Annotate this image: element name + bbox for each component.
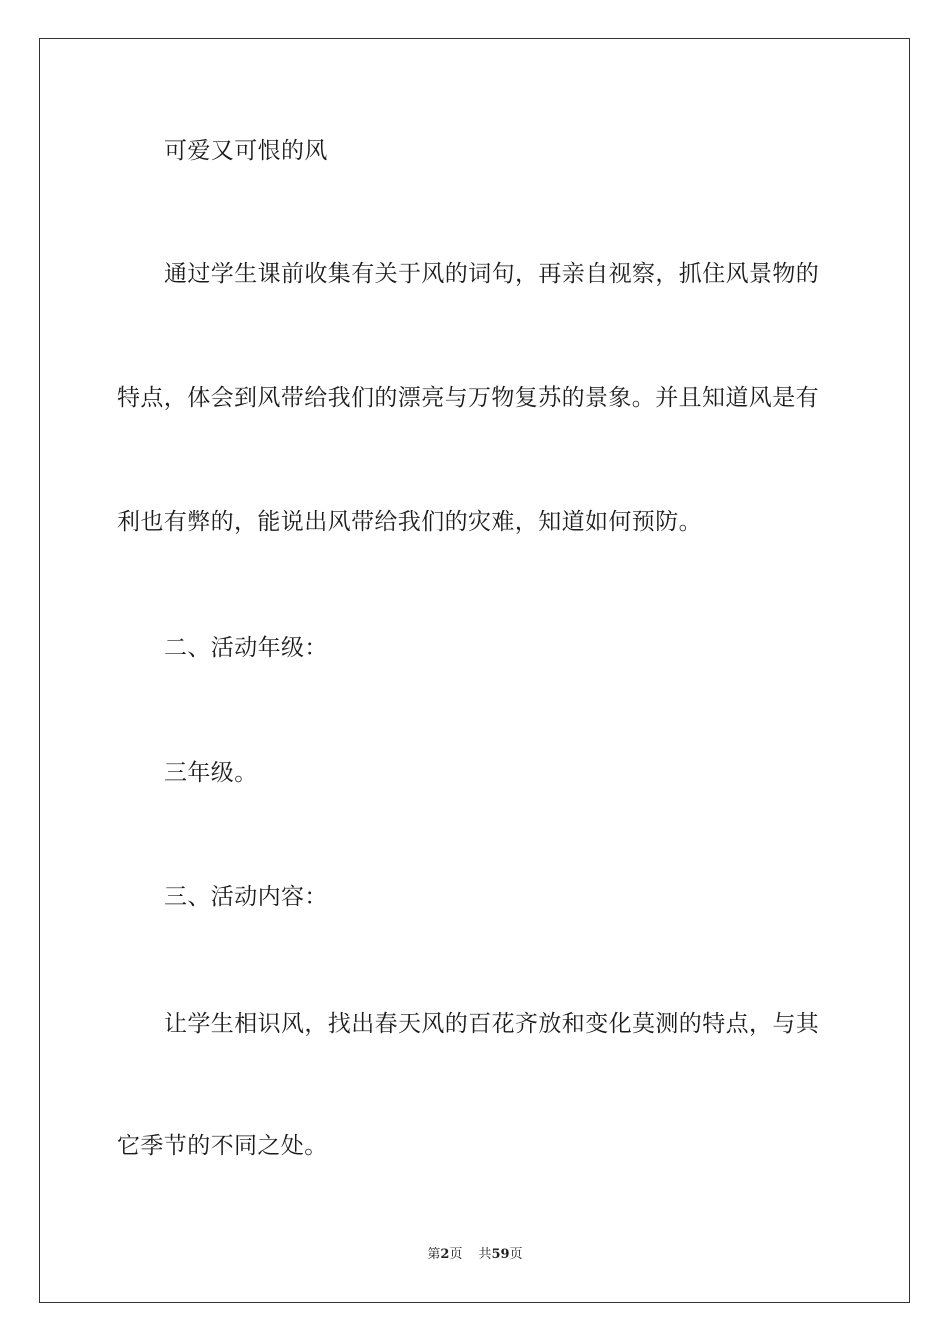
footer-page-prefix: 第 bbox=[427, 1247, 441, 1262]
text-line-grade: 三年级。 bbox=[164, 760, 258, 786]
footer-page-number: 2 bbox=[440, 1247, 450, 1262]
text-line-3: 特点，体会到风带给我们的漂亮与万物复苏的景象。并且知道风是有 bbox=[117, 385, 819, 411]
page-footer bbox=[0, 1246, 950, 1264]
text-line-8: 让学生相识风，找出春天风的百花齐放和变化莫测的特点，与其 bbox=[164, 1011, 820, 1037]
text-line-1: 可爱又可恨的风 bbox=[164, 138, 328, 164]
section-heading-content: 三、活动内容： bbox=[164, 884, 328, 910]
footer-total-prefix: 共 bbox=[478, 1247, 492, 1262]
text-line-2: 通过学生课前收集有关于风的词句，再亲自视察，抓住风景物的 bbox=[164, 261, 820, 287]
footer-page-suffix: 页 bbox=[449, 1247, 463, 1262]
page-border bbox=[39, 38, 910, 1303]
footer-total-pages: 59 bbox=[491, 1247, 510, 1262]
text-line-9: 它季节的不同之处。 bbox=[117, 1133, 328, 1159]
section-heading-grade: 二、活动年级： bbox=[164, 635, 328, 661]
text-line-4: 利也有弊的，能说出风带给我们的灾难，知道如何预防。 bbox=[117, 509, 702, 535]
footer-total-suffix: 页 bbox=[509, 1247, 523, 1262]
